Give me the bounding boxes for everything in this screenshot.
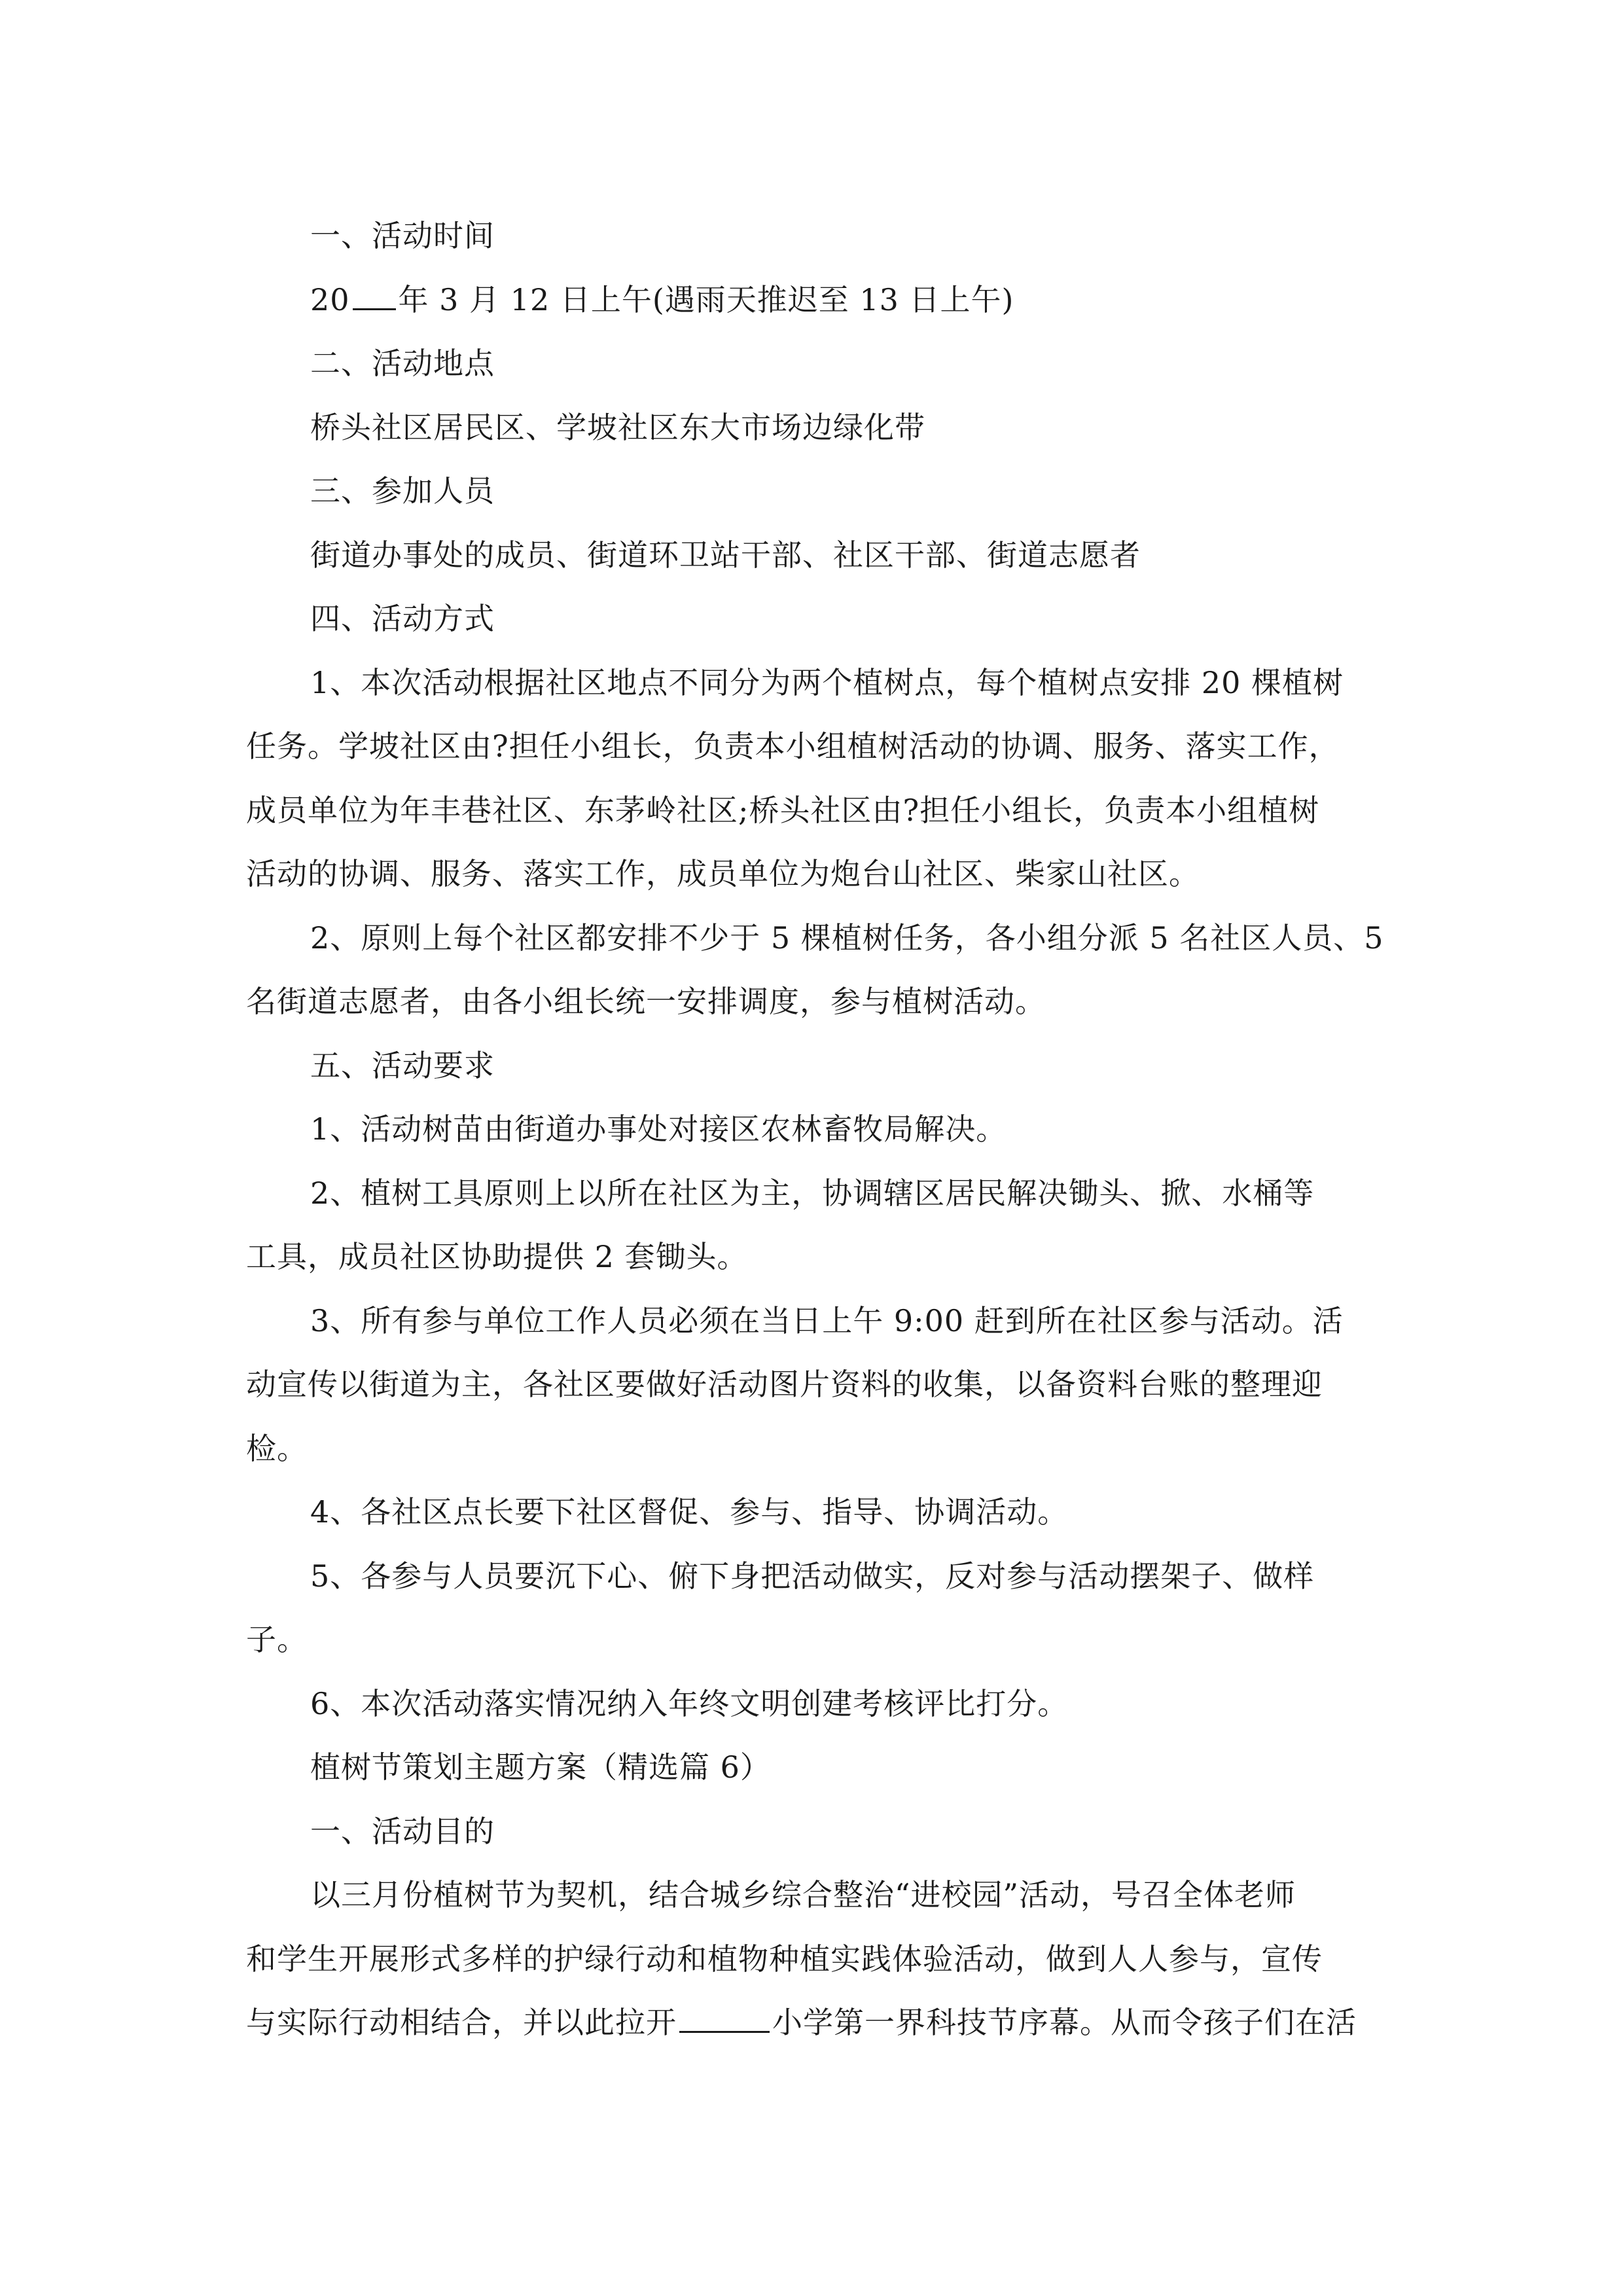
heading-activity-method: 四、活动方式 <box>310 601 495 636</box>
method-paragraph-2 <box>246 906 1418 1034</box>
heading-activity-requirements: 五、活动要求 <box>310 1047 495 1083</box>
paragraph-line: 子。 <box>246 1622 308 1657</box>
requirement-2 <box>246 1162 1418 1289</box>
date-year-prefix: 20 <box>310 281 350 317</box>
paragraph-line: 1、本次活动根据社区地点不同分为两个植树点，每个植树点安排 20 棵植树 <box>310 664 1344 700</box>
requirement-5 <box>246 1545 1418 1672</box>
heading-participants: 三、参加人员 <box>310 473 495 509</box>
heading-activity-purpose: 一、活动目的 <box>310 1813 495 1849</box>
heading-activity-location: 二、活动地点 <box>310 346 495 381</box>
paragraph-line: 2、原则上每个社区都安排不少于 5 棵植树任务，各小组分派 5 名社区人员、5 <box>310 920 1384 956</box>
paragraph-line: 动宣传以街道为主，各社区要做好活动图片资料的收集，以备资料台账的整理迎 <box>246 1367 1323 1402</box>
requirement-1: 1、活动树苗由街道办事处对接区农林畜牧局解决。 <box>310 1111 1007 1147</box>
purpose-paragraph <box>246 1863 1418 2055</box>
requirement-3 <box>246 1289 1418 1481</box>
section-title-plan-6: 植树节策划主题方案（精选篇 6） <box>310 1749 771 1785</box>
purpose-suffix: 小学第一界科技节序幕。从而令孩子们在活 <box>772 2005 1357 2040</box>
purpose-prefix: 与实际行动相结合，并以此拉开 <box>246 2005 677 2040</box>
year-blank <box>353 282 396 310</box>
activity-date <box>246 268 1418 332</box>
paragraph-line: 和学生开展形式多样的护绿行动和植物种植实践体验活动，做到人人参与，宣传 <box>246 1941 1323 1977</box>
school-name-blank <box>679 2005 770 2033</box>
paragraph-line: 3、所有参与单位工作人员必须在当日上午 9:00 赶到所在社区参与活动。活 <box>310 1302 1344 1338</box>
activity-location: 桥头社区居民区、学坡社区东大市场边绿化带 <box>310 409 925 445</box>
paragraph-line: 名街道志愿者，由各小组长统一安排调度，参与植树活动。 <box>246 984 1046 1019</box>
paragraph-line: 5、各参与人员要沉下心、俯下身把活动做实，反对参与活动摆架子、做样 <box>310 1558 1315 1594</box>
paragraph-line: 工具，成员社区协助提供 2 套锄头。 <box>246 1239 748 1274</box>
document-body <box>246 204 1418 2055</box>
method-paragraph-1 <box>246 651 1418 906</box>
paragraph-line: 2、植树工具原则上以所在社区为主，协调辖区居民解决锄头、掀、水桶等 <box>310 1175 1315 1211</box>
heading-activity-time: 一、活动时间 <box>310 218 495 253</box>
date-rest: 年 3 月 12 日上午(遇雨天推迟至 13 日上午) <box>398 281 1014 317</box>
paragraph-line: 任务。学坡社区由?担任小组长，负责本小组植树活动的协调、服务、落实工作， <box>246 728 1340 764</box>
requirement-6: 6、本次活动落实情况纳入年终文明创建考核评比打分。 <box>310 1685 1069 1721</box>
requirement-4: 4、各社区点长要下社区督促、参与、指导、协调活动。 <box>310 1494 1069 1530</box>
paragraph-line: 活动的协调、服务、落实工作，成员单位为炮台山社区、柴家山社区。 <box>246 856 1200 891</box>
paragraph-line: 以三月份植树节为契机，结合城乡综合整治“进校园”活动，号召全体老师 <box>310 1877 1296 1912</box>
paragraph-line: 检。 <box>246 1430 308 1466</box>
paragraph-line-with-blank <box>246 1991 1418 2055</box>
paragraph-line: 成员单位为年丰巷社区、东茅岭社区;桥头社区由?担任小组长，负责本小组植树 <box>246 792 1320 828</box>
participants: 街道办事处的成员、街道环卫站干部、社区干部、街道志愿者 <box>310 537 1141 573</box>
